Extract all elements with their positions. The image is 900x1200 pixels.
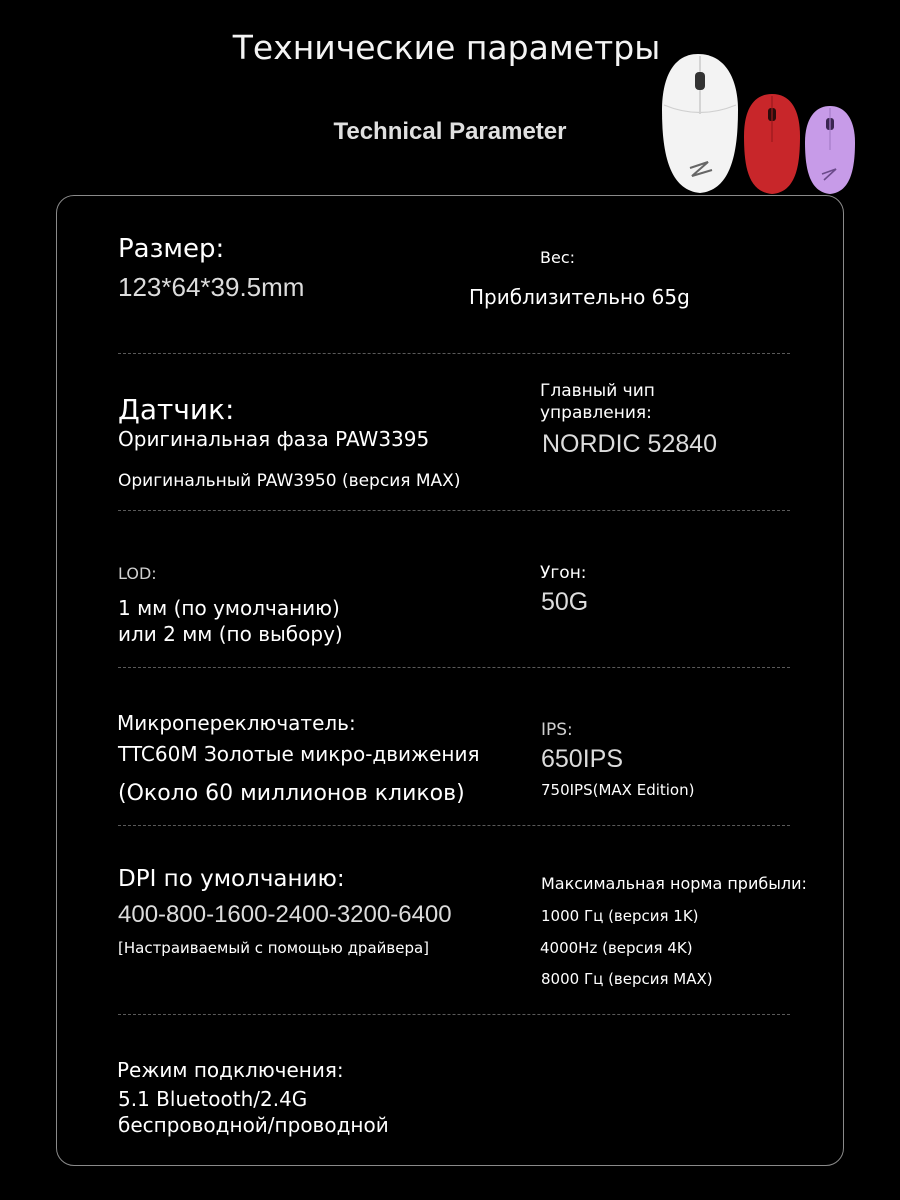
mice-product-image	[650, 50, 860, 200]
acceleration-label: Угон:	[540, 563, 587, 583]
switch-value-2: (Около 60 миллионов кликов)	[118, 781, 465, 806]
divider	[118, 353, 790, 354]
divider	[118, 510, 790, 511]
lod-value-1: 1 мм (по умолчанию)	[118, 596, 340, 620]
switch-label: Микропереключатель:	[117, 711, 356, 735]
polling-label: Максимальная норма прибыли:	[541, 874, 807, 893]
page-title: Технические параметры	[232, 28, 661, 67]
connection-label: Режим подключения:	[117, 1058, 344, 1082]
lod-label: LOD:	[118, 564, 157, 583]
sensor-label: Датчик:	[118, 393, 235, 426]
polling-1k: 1000 Гц (версия 1K)	[541, 907, 699, 925]
polling-4k: 4000Hz (версия 4K)	[540, 939, 693, 957]
dpi-label: DPI по умолчанию:	[118, 866, 345, 892]
chip-label-line1: Главный чип	[540, 381, 655, 401]
divider	[118, 825, 790, 826]
sensor-value-1: Оригинальная фаза PAW3395	[118, 427, 430, 451]
divider	[118, 1014, 790, 1015]
size-label: Размер:	[118, 234, 225, 264]
purple-mouse-icon	[805, 106, 855, 194]
dpi-value: 400-800-1600-2400-3200-6400	[118, 901, 452, 928]
spec-card	[56, 195, 844, 1166]
weight-label: Вес:	[540, 248, 576, 267]
size-value: 123*64*39.5mm	[118, 272, 305, 302]
red-mouse-icon	[744, 94, 800, 194]
polling-8k: 8000 Гц (версия MAX)	[541, 970, 713, 988]
divider	[118, 667, 790, 668]
white-mouse-icon	[662, 54, 738, 193]
dpi-note: [Настраиваемый с помощью драйвера]	[118, 939, 430, 957]
connection-value-1: 5.1 Bluetooth/2.4G	[118, 1087, 308, 1111]
weight-value: Приблизительно 65g	[469, 285, 690, 309]
ips-value-2: 750IPS(MAX Edition)	[541, 781, 695, 799]
switch-value-1: TTC60M Золотые микро-движения	[118, 742, 480, 766]
chip-label-line2: управления:	[540, 403, 652, 423]
lod-value-2: или 2 мм (по выбору)	[118, 622, 343, 646]
ips-value-1: 650IPS	[541, 745, 624, 773]
sensor-value-2: Оригинальный PAW3950 (версия MAX)	[118, 471, 461, 491]
ips-label: IPS:	[541, 720, 573, 740]
chip-value: NORDIC 52840	[542, 430, 718, 458]
acceleration-value: 50G	[541, 588, 589, 616]
connection-value-2: беспроводной/проводной	[118, 1113, 389, 1137]
page-subtitle: Technical Parameter	[333, 118, 567, 145]
